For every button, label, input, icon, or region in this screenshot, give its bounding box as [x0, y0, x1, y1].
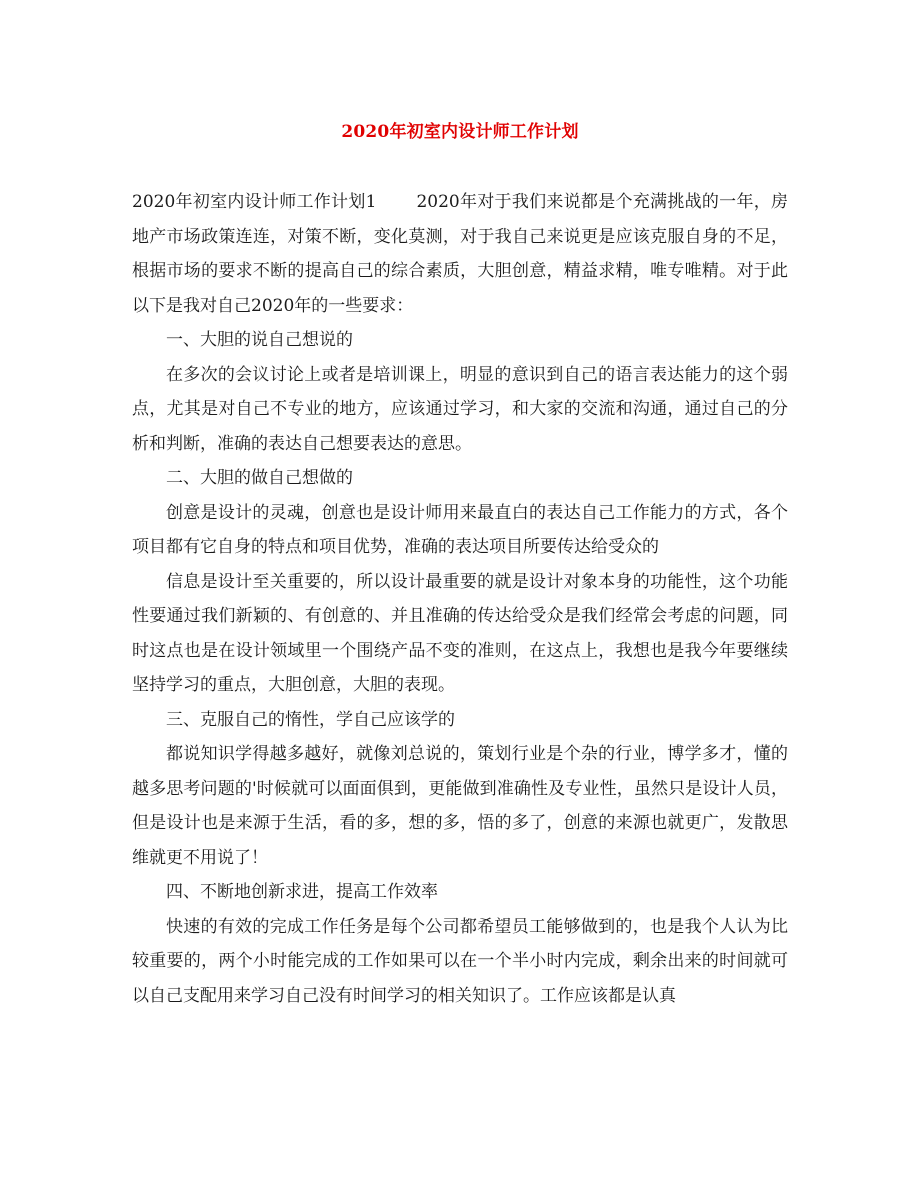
- paragraph-5: 快速的有效的完成工作任务是每个公司都希望员工能够做到的，也是我个人认为比较重要的，两个小时能完成的工作如果可以在一个半小时内完成，剩余出来的时间就可以自己支配用来学习自己没有时间学习的相关知识了。工作应该都是认真: [132, 916, 788, 1006]
- intro-text: 2020年对于我们来说都是个充满挑战的一年，房地产市场政策连连，对策不断，变化莫测，对于我自己来说更是应该克服自身的不足，根据市场的要求不断的提高自己的综合素质，大胆创意，精益求精，唯专唯精。对于此以下是我对自己2020年的一些要求：: [132, 192, 788, 316]
- document-title: 2020年初室内设计师工作计划: [341, 122, 579, 142]
- document-body: [132, 185, 788, 1013]
- intro-paragraph: [132, 185, 788, 323]
- section-heading-1: 一、大胆的说自己想说的: [166, 330, 353, 350]
- intro-heading: 2020年初室内设计师工作计划1: [132, 192, 377, 212]
- section-heading-4: 四、不断地创新求进，提高工作效率: [166, 882, 438, 902]
- section-heading-3: 三、克服自己的惰性，学自己应该学的: [166, 709, 455, 730]
- paragraph-3: 信息是设计至关重要的，所以设计最重要的就是设计对象本身的功能性，这个功能性要通过我们新颖的、有创意的、并且准确的传达给受众是我们经常会考虑的问题，同时这点也是在设计领域里一个围绕产品不变的准则，在这点上，我想也是我今年要继续坚持学习的重点，大胆创意，大胆的表现。: [132, 571, 788, 695]
- section-heading-2: 二、大胆的做自己想做的: [166, 468, 353, 488]
- paragraph-4: 都说知识学得越多越好，就像刘总说的，策划行业是个杂的行业，博学多才，懂的越多思考问题的'时候就可以面面俱到，更能做到准确性及专业性，虽然只是设计人员，但是设计也是来源于生活，看的多，想的多，悟的多了，创意的来源也就更广，发散思维就更不用说了！: [132, 744, 788, 868]
- paragraph-1: 在多次的会议讨论上或者是培训课上，明显的意识到自己的语言表达能力的这个弱点，尤其是对自己不专业的地方，应该通过学习，和大家的交流和沟通，通过自己的分析和判断，准确的表达自己想要表达的意思。: [132, 364, 788, 454]
- paragraph-2: 创意是设计的灵魂，创意也是设计师用来最直白的表达自己工作能力的方式，各个项目都有它自身的特点和项目优势，准确的表达项目所要传达给受众的: [132, 502, 788, 557]
